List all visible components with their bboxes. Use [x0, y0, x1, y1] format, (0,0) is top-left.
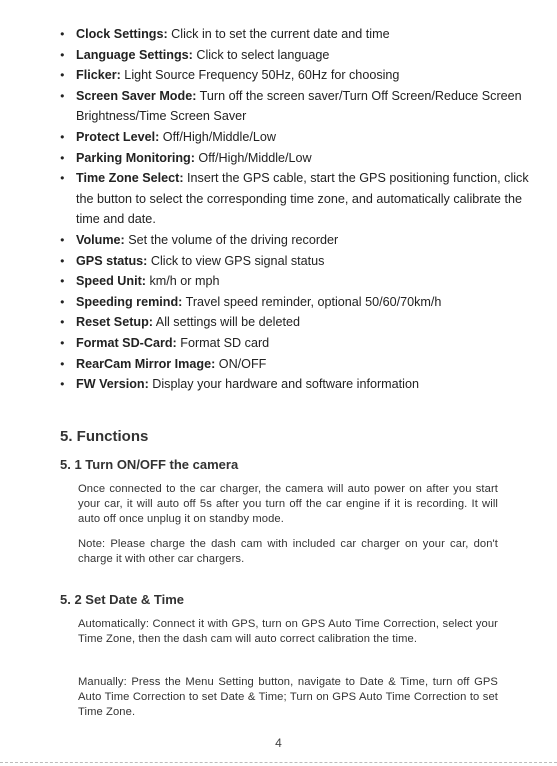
- settings-desc: Travel speed reminder, optional 50/60/70km/h: [182, 294, 442, 309]
- settings-term: Flicker:: [76, 68, 121, 83]
- settings-item-fw-version: [60, 374, 530, 395]
- settings-term: Reset Setup:: [76, 315, 153, 330]
- settings-desc: Insert the GPS cable, start the GPS positioning function, click the button to select the corresponding time zone, and automatically calibrate the time and date.: [76, 171, 529, 227]
- page-bottom-divider: [0, 762, 557, 763]
- settings-desc: Format SD card: [176, 335, 270, 350]
- settings-item-language: [60, 45, 530, 66]
- section-title: 5. Functions: [60, 428, 149, 445]
- settings-term: Clock Settings:: [76, 27, 168, 41]
- power-paragraph: Once connected to the car charger, the camera will auto power on after you start your car, it will auto off 5s after you turn off the car engine if it is recording. It will auto off once unplug it on standby mode.: [78, 483, 498, 526]
- settings-item-rearcam-mirror: [60, 354, 530, 375]
- date-time-auto-paragraph: Automatically: Connect it with GPS, turn on GPS Auto Time Correction, select your Time Zone, then the dash cam will auto correct calibration the time.: [78, 618, 498, 646]
- settings-desc: Light Source Frequency 50Hz, 60Hz for choosing: [120, 68, 400, 83]
- settings-item-protect-level: [60, 127, 530, 148]
- settings-item-time-zone: [60, 168, 530, 230]
- settings-desc: Off/High/Middle/Low: [159, 129, 276, 144]
- settings-desc: ON/OFF: [215, 356, 267, 371]
- settings-item-reset-setup: [60, 312, 530, 333]
- subsection-title-power: 5. 1 Turn ON/OFF the camera: [60, 457, 239, 472]
- settings-term: Time Zone Select:: [76, 171, 184, 186]
- settings-term: Parking Monitoring:: [76, 150, 195, 165]
- date-time-manual-paragraph: Manually: Press the Menu Setting button, navigate to Date & Time, turn off GPS Auto Time Correction to set Date & Time; Turn on GPS Auto Time Correction to set Time Zone.: [78, 676, 498, 719]
- page-number: 4: [275, 736, 282, 750]
- settings-term: Screen Saver Mode:: [76, 88, 197, 103]
- settings-item-format-sd: [60, 333, 530, 354]
- settings-term: RearCam Mirror Image:: [76, 356, 216, 371]
- settings-item-screen-saver: [60, 86, 530, 127]
- settings-term: Speeding remind:: [76, 294, 183, 309]
- settings-item-flicker: [60, 65, 530, 86]
- settings-term: FW Version:: [76, 377, 149, 392]
- settings-desc: Click in to set the current date and time: [167, 27, 390, 41]
- power-note: Note: Please charge the dash cam with included car charger on your car, don't charge it with other car chargers.: [78, 538, 498, 566]
- settings-list: [60, 24, 530, 395]
- settings-term: Language Settings:: [76, 47, 193, 62]
- settings-desc: km/h or mph: [145, 274, 220, 289]
- settings-desc: Display your hardware and software information: [148, 377, 419, 392]
- settings-desc: Turn off the screen saver/Turn Off Screen/Reduce Screen Brightness/Time Screen Saver: [76, 88, 522, 124]
- settings-item-speeding-remind: [60, 292, 530, 313]
- settings-term: Protect Level:: [76, 129, 160, 144]
- settings-item-volume: [60, 230, 530, 251]
- settings-term: GPS status:: [76, 253, 148, 268]
- subsection-title-date-time: 5. 2 Set Date & Time: [60, 592, 185, 607]
- settings-item-speed-unit: [60, 271, 530, 292]
- settings-term: Volume:: [76, 232, 125, 247]
- settings-desc: Off/High/Middle/Low: [194, 150, 312, 165]
- settings-term: Speed Unit:: [76, 274, 146, 289]
- settings-term: Format SD-Card:: [76, 335, 177, 350]
- settings-desc: Click to view GPS signal status: [147, 253, 325, 268]
- settings-desc: All settings will be deleted: [152, 315, 300, 330]
- settings-item-parking-monitoring: [60, 148, 530, 169]
- settings-desc: Set the volume of the driving recorder: [124, 232, 339, 247]
- settings-desc: Click to select language: [192, 47, 330, 62]
- settings-item-clock: [60, 24, 530, 45]
- settings-item-gps-status: [60, 251, 530, 272]
